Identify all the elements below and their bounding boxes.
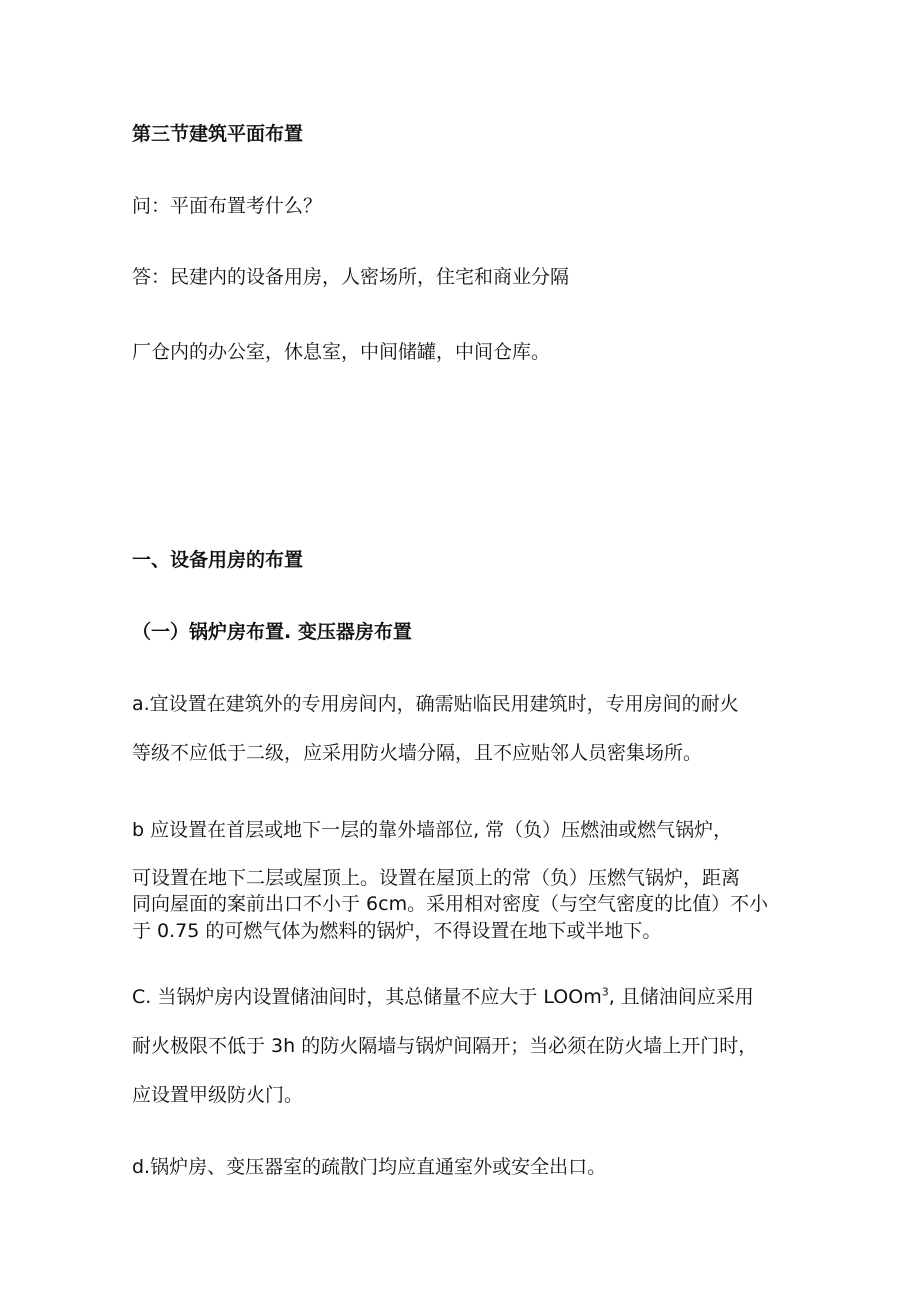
item-c-line-1 [132, 985, 754, 1009]
superscript-3: 3 [601, 985, 609, 999]
item-d-line-1: d.锅炉房、变压器室的疏散门均应直通室外或安全出口。 [132, 1156, 607, 1178]
section-title: 第三节建筑平面布置 [132, 123, 304, 145]
item-a-line-1: a.宜设置在建筑外的专用房间内，确需贴临民用建筑时，专用房间的耐火 [132, 693, 739, 715]
item-c-line-1-text: C. 当锅炉房内设置储油间时，其总储量不应大于 LOOm [132, 986, 602, 1008]
item-b-line-4: 于 0.75 的可燃气体为燃料的锅炉，不得设置在地下或半地下。 [132, 920, 662, 942]
item-b-line-1: b 应设置在首层或地下一层的靠外墙部位, 常（负）压燃油或燃气锅炉， [132, 819, 733, 841]
item-c-line-3: 应设置甲级防火门。 [132, 1084, 304, 1106]
item-b-line-2: 可设置在地下二层或屋顶上。设置在屋顶上的常（负）压燃气锅炉，距离 [132, 867, 741, 889]
item-b-line-3: 同向屋面的案前出口不小于 6cm。采用相对密度（与空气密度的比值）不小 [132, 893, 769, 915]
answer-line-2: 厂仓内的办公室，休息室，中间储罐，中间仓库。 [132, 341, 551, 363]
answer-line-1: 答：民建内的设备用房，人密场所，住宅和商业分隔 [132, 266, 570, 288]
item-a-line-2: 等级不应低于二级，应采用防火墙分隔，且不应贴邻人员密集场所。 [132, 742, 703, 764]
item-c-line-1-tail: , 且储油间应采用 [608, 986, 754, 1008]
subheading-boiler-transformer: （一）锅炉房布置. 变压器房布置 [132, 621, 412, 643]
question-line: 问：平面布置考什么？ [132, 195, 323, 217]
heading-equipment-rooms: 一、设备用房的布置 [132, 549, 304, 571]
item-c-line-2: 耐火极限不低于 3h 的防火隔墙与锅炉间隔开；当必须在防火墙上开门时， [132, 1035, 758, 1057]
